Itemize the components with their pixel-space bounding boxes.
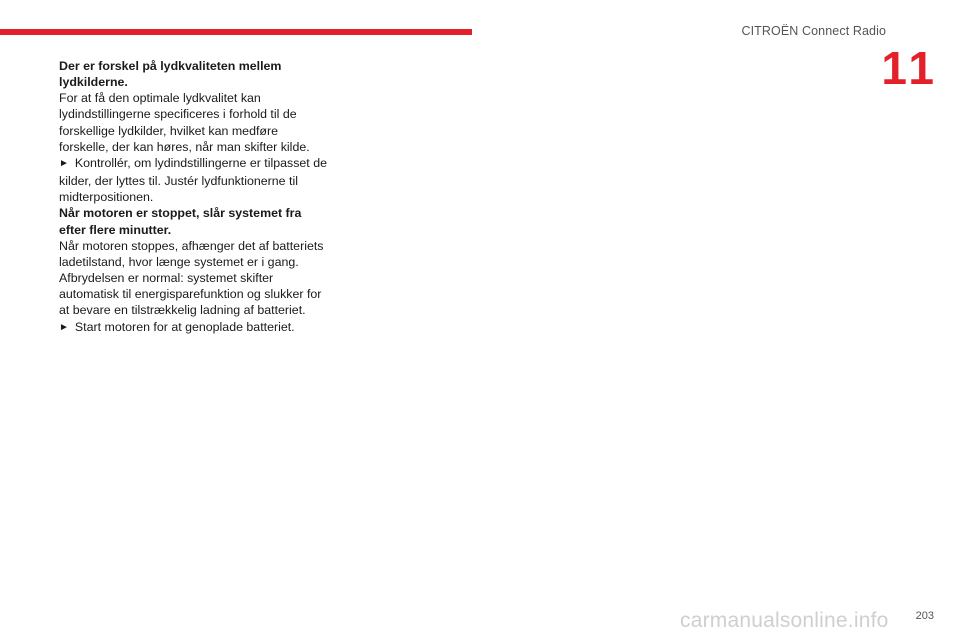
bullet-text: Start motoren for at genoplade batteriet.: [74, 319, 295, 334]
paragraph: For at få den optimale lydkvalitet kan lydindstillingerne specificeres i forhold til de forskellige lydkilder, hvilket kan medføre forskelle, der kan høres, når man skifter kilde.: [59, 91, 310, 154]
section-heading: Når motoren er stoppet, slår systemet fra efter flere minutter.: [59, 206, 302, 237]
bullet-item: [59, 319, 329, 337]
watermark-link[interactable]: carmanualsonline.info: [680, 609, 889, 632]
section-heading: Der er forskel på lydkvaliteten mellem lydkilderne.: [59, 59, 282, 90]
header-title: CITROËN Connect Radio: [741, 24, 886, 38]
bullet-text: Kontrollér, om lydindstillingerne er tilpasset de kilder, der lyttes til. Justér lydfunktionerne til midterpositionen.: [59, 155, 327, 205]
arrow-bullet-icon: ►: [59, 321, 69, 333]
chapter-number: 11: [881, 42, 938, 94]
paragraph: Når motoren stoppes, afhænger det af batteriets ladetilstand, hvor længe systemet er i gang.: [59, 238, 324, 269]
bullet-item: [59, 155, 329, 205]
main-content: [59, 58, 329, 337]
header-red-bar: [0, 29, 472, 35]
page-number: 203: [915, 610, 934, 622]
arrow-bullet-icon: ►: [59, 157, 69, 169]
paragraph: Afbrydelsen er normal: systemet skifter automatisk til energisparefunktion og slukker for at bevare en tilstrækkelig ladning af batteriet.: [59, 271, 322, 318]
